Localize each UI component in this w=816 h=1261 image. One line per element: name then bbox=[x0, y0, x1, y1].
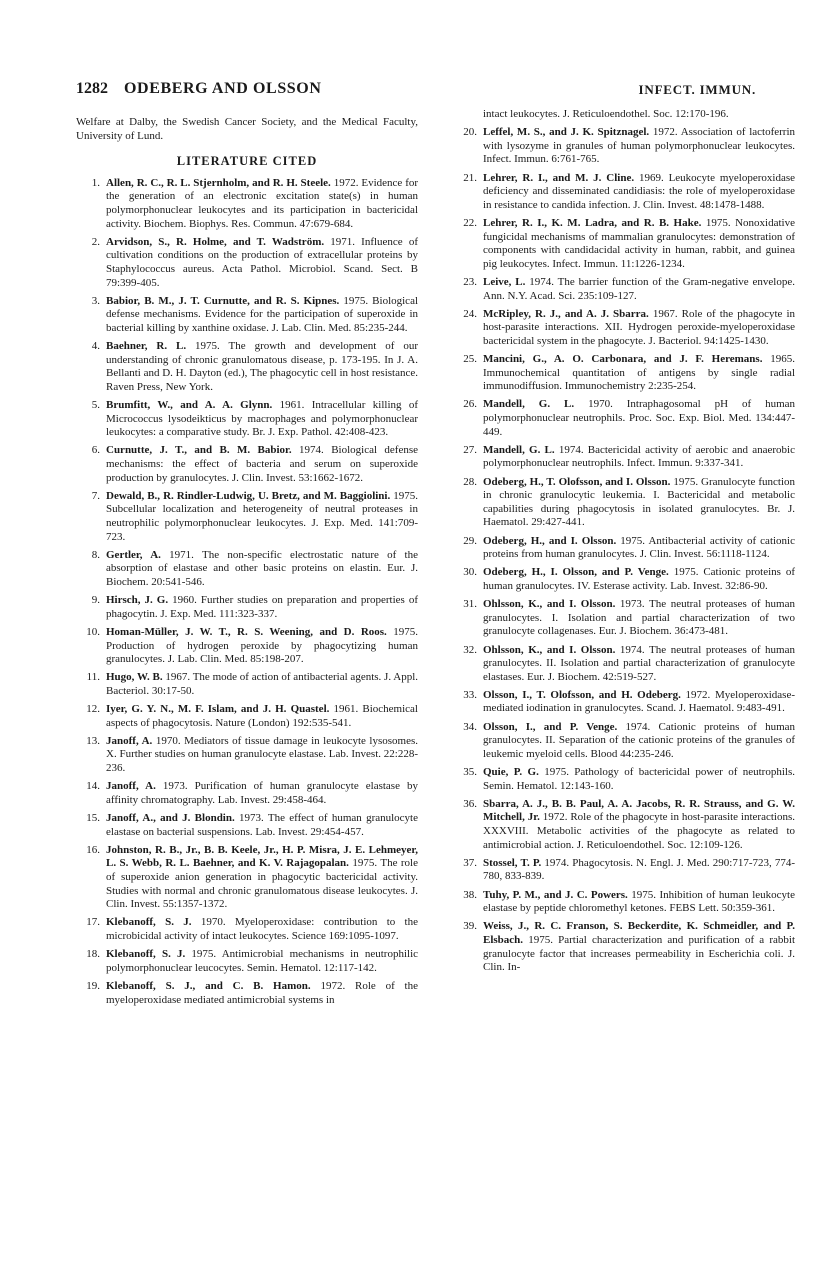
reference-item bbox=[76, 948, 418, 975]
reference-number: 19. bbox=[86, 979, 100, 992]
reference-authors: Odeberg, H., and I. Olsson. bbox=[483, 534, 617, 547]
reference-details: 1971. Influence of cultivation conditions on the production of extracellular proteins by Staphylococcus aureus. Acta Pathol. Microbiol. Scand. Sect. B 79:399-405. bbox=[106, 235, 418, 289]
reference-item bbox=[76, 626, 418, 667]
reference-authors: Mandell, G. L. bbox=[483, 443, 555, 456]
reference-item bbox=[453, 353, 795, 394]
reference-number: 16. bbox=[86, 843, 100, 856]
reference-authors: Lehrer, R. I., K. M. Ladra, and R. B. Hake. bbox=[483, 216, 702, 229]
reference-number: 20. bbox=[463, 126, 477, 139]
reference-details: 1961. Intracellular killing of Micrococcus lysodeikticus by macrophages and polymorphonuclear leukocytes: a comparative study. Br. J. Exp. Pathol. 42:408-423. bbox=[106, 399, 419, 439]
page-header bbox=[76, 80, 756, 104]
reference-authors: Janoff, A., and J. Blondin. bbox=[106, 812, 235, 825]
reference-details: 1972. Role of the myeloperoxidase mediated antimicrobial systems in bbox=[106, 979, 418, 1006]
reference-list-right bbox=[453, 126, 795, 975]
reference-item bbox=[453, 566, 795, 593]
reference-details: 1961. Biochemical aspects of phagocytosis. Nature (London) 192:535-541. bbox=[106, 703, 418, 729]
reference-details: 1973. The neutral proteases of human granulocytes. I. Isolation and partial characterization of two granulocyte collagenases. Eur. J. Biochem. 36:473-481. bbox=[483, 598, 795, 638]
reference-number: 13. bbox=[86, 734, 100, 747]
reference-item bbox=[453, 598, 795, 639]
reference-item bbox=[453, 276, 795, 303]
reference-details: 1972. Myeloperoxidase-mediated iodination in granulocytes. Scand. J. Haematol. 9:483-491. bbox=[483, 688, 795, 715]
reference-number: 30. bbox=[463, 566, 477, 579]
reference-authors: Olsson, I., and P. Venge. bbox=[483, 720, 618, 733]
reference-number: 7. bbox=[91, 489, 100, 502]
reference-number: 35. bbox=[463, 766, 477, 779]
reference-authors: Curnutte, J. T., and B. M. Babior. bbox=[106, 444, 292, 457]
reference-item bbox=[453, 217, 795, 271]
reference-item bbox=[76, 594, 418, 621]
reference-number: 3. bbox=[91, 294, 100, 307]
reference-item bbox=[76, 340, 418, 394]
reference-number: 5. bbox=[91, 399, 100, 412]
reference-authors: Iyer, G. Y. N., M. F. Islam, and J. H. Quastel. bbox=[106, 703, 330, 716]
reference-authors: Ohlsson, K., and I. Olsson. bbox=[483, 598, 616, 611]
reference-number: 1. bbox=[91, 176, 100, 189]
reference-authors: Baehner, R. L. bbox=[106, 340, 187, 353]
reference-item bbox=[453, 535, 795, 562]
reference-details: 1965. Immunochemical quantitation of antigens by single radial immunodiffusion. Immunochemistry 2:235-254. bbox=[483, 353, 795, 393]
right-column bbox=[453, 108, 795, 979]
reference-details: 1971. The non-specific electrostatic nature of the absorption of elastase and other basic proteins on elastin. Eur. J. Biochem. 20:541-546. bbox=[106, 548, 418, 588]
reference-details: 1969. Leukocyte myeloperoxidase deficiency and disseminated candidiasis: the role of myeloperoxidase in resistance to candida infection. J. Clin. Invest. 48:1478-1488. bbox=[483, 171, 795, 211]
reference-number: 38. bbox=[463, 888, 477, 901]
reference-authors: Babior, B. M., J. T. Curnutte, and R. S. Kipnes. bbox=[106, 294, 340, 307]
reference-authors: Hugo, W. B. bbox=[106, 671, 163, 684]
reference-item bbox=[76, 490, 418, 544]
reference-number: 28. bbox=[463, 475, 477, 488]
reference-details: 1972. Evidence for the generation of an electronic excitation state(s) in human polymorphonuclear leukocytes and its participation in bactericidal activity. Biochem. Biophys. Res. Commun. 47:679-684. bbox=[106, 176, 419, 230]
reference-details: 1972. Role of the phagocyte in host-parasite interactions. XXXVIII. Metabolic activities of the phagocyte as related to antimicrobial action. J. Reticuloendothel. Soc. 12:109-126. bbox=[483, 811, 795, 851]
reference-details: 1974. Biological defense mechanisms: the effect of bacteria and serum on superoxide production by granulocytes. J. Clin. Invest. 53:1662-1672. bbox=[106, 444, 418, 484]
reference-details: 1975. Nonoxidative fungicidal mechanisms of mammalian granulocytes: demonstration of components with candidacidal activity in human, rabbit, and guinea pig leukocytes. Infect. Immun. 11:1226-1234. bbox=[483, 216, 795, 270]
reference-item bbox=[453, 126, 795, 167]
reference-item bbox=[76, 295, 418, 336]
reference-authors: Tuhy, P. M., and J. C. Powers. bbox=[483, 888, 628, 901]
reference-item bbox=[453, 721, 795, 762]
reference-number: 31. bbox=[463, 598, 477, 611]
reference-details: 1975. Cationic proteins of human granulocytes. IV. Esterase activity. Lab. Invest. 32:86-90. bbox=[483, 566, 796, 592]
reference-item bbox=[453, 398, 795, 439]
reference-details: 1974. The barrier function of the Gram-negative envelope. Ann. N.Y. Acad. Sci. 235:109-127. bbox=[483, 275, 795, 302]
reference-number: 10. bbox=[86, 625, 100, 638]
reference-authors: Arvidson, S., R. Holme, and T. Wadström. bbox=[106, 235, 325, 248]
reference-item bbox=[76, 236, 418, 290]
reference-details: 1974. Bactericidal activity of aerobic and anaerobic polymorphonuclear neutrophils. Infect. Immun. 9:337-341. bbox=[483, 443, 795, 470]
reference-number: 21. bbox=[463, 171, 477, 184]
reference-number: 24. bbox=[463, 307, 477, 320]
reference-authors: Hirsch, J. G. bbox=[106, 594, 169, 607]
reference-authors: Janoff, A. bbox=[106, 734, 153, 747]
reference-number: 2. bbox=[91, 235, 100, 248]
reference-number: 8. bbox=[91, 548, 100, 561]
reference-details: 1975. Production of hydrogen peroxide by phagocytizing human granulocytes. J. Lab. Clin. Med. 85:198-207. bbox=[106, 625, 419, 666]
reference-item bbox=[76, 812, 418, 839]
reference-details: 1975. The role of superoxide anion generation in phagocytic bactericidal activity. Studies with normal and chronic granulomatous disease leukocytes. J. Clin. Invest. 55:1357-1372. bbox=[106, 857, 418, 911]
reference-item bbox=[453, 798, 795, 852]
reference-number: 12. bbox=[86, 703, 100, 716]
reference-item bbox=[453, 920, 795, 974]
reference-item bbox=[76, 916, 418, 943]
reference-item bbox=[76, 980, 418, 1007]
reference-item bbox=[453, 308, 795, 349]
reference-number: 22. bbox=[463, 216, 477, 229]
reference-number: 36. bbox=[463, 797, 477, 810]
reference-item bbox=[76, 735, 418, 776]
reference-details: 1974. The neutral proteases of human granulocytes. II. Isolation and partial characterization of granulocyte elastases. Eur. J. Biochem. 42:519-527. bbox=[483, 643, 795, 683]
reference-item bbox=[76, 444, 418, 485]
reference-number: 34. bbox=[463, 720, 477, 733]
reference-number: 15. bbox=[86, 812, 100, 825]
reference-details: 1975. Granulocyte function in chronic granulocytic leukemia. I. Bactericidal and metabolic capabilities during phagocytosis in isolated granulocytes. Br. J. Haematol. 29:427-441. bbox=[483, 475, 795, 529]
reference-list-left bbox=[76, 177, 418, 1007]
reference-authors: Klebanoff, S. J. bbox=[106, 948, 186, 961]
reference-item bbox=[453, 889, 795, 916]
journal-name: INFECT. IMMUN. bbox=[638, 82, 756, 97]
reference-number: 17. bbox=[86, 916, 100, 929]
reference-authors: Quie, P. G. bbox=[483, 766, 539, 779]
reference-details: 1970. Myeloperoxidase: contribution to the microbicidal activity of intact leukocytes. Science 169:1095-1097. bbox=[106, 916, 418, 942]
reference-number: 23. bbox=[463, 275, 477, 288]
section-title: LITERATURE CITED bbox=[176, 154, 318, 169]
reference-item bbox=[453, 857, 795, 884]
reference-details: 1975. Antibacterial activity of cationic proteins from human granulocytes. J. Clin. Invest. 56:1118-1124. bbox=[483, 534, 795, 561]
reference-details: 1974. Cationic proteins of human granulocytes. II. Separation of the cationic proteins of the granules of leukemic myeloid cells. Blood 44:235-246. bbox=[483, 720, 796, 760]
reference-details: 1973. The effect of human granulocyte elastase on bacterial suspensions. Lab. Invest. 29:454-457. bbox=[106, 812, 418, 838]
reference-authors: Janoff, A. bbox=[106, 780, 156, 793]
reference-item bbox=[453, 644, 795, 685]
reference-item bbox=[453, 689, 795, 716]
reference-item bbox=[76, 703, 418, 730]
reference-details: 1975. Inhibition of human leukocyte elastase by peptide chloromethyl ketones. FEBS Lett. 50:359-361. bbox=[483, 888, 795, 915]
reference-item bbox=[76, 549, 418, 590]
reference-item bbox=[453, 766, 795, 793]
reference-authors: Gertler, A. bbox=[106, 548, 161, 561]
reference-number: 14. bbox=[86, 780, 100, 793]
reference-number: 37. bbox=[463, 856, 477, 869]
reference-authors: Mandell, G. L. bbox=[483, 398, 575, 411]
reference-details: 1970. Intraphagosomal pH of human polymorphonuclear neutrophils. Proc. Soc. Exp. Biol. Med. 134:447-449. bbox=[483, 398, 796, 438]
running-title: ODEBERG AND OLSSON bbox=[124, 80, 322, 97]
reference-details: 1975. The growth and development of our understanding of chronic granulomatous disease, p. 173-195. In J. A. Bellanti and D. H. Dayton (ed.), The phagocytic cell in host resistance. Raven Press, New York. bbox=[106, 340, 418, 393]
reference-continuation: intact leukocytes. J. Reticuloendothel. Soc. 12:170-196. bbox=[483, 108, 729, 120]
reference-authors: Odeberg, H., T. Olofsson, and I. Olsson. bbox=[483, 475, 671, 488]
reference-details: 1975. Partial characterization and purification of a rabbit granulocyte factor that increases permeability in Escherichia coli. J. Clin. In- bbox=[483, 933, 795, 974]
reference-authors: Homan-Müller, J. W. T., R. S. Weening, and D. Roos. bbox=[106, 625, 387, 638]
reference-item bbox=[453, 172, 795, 213]
reference-authors: Johnston, R. B., Jr., B. B. Keele, Jr., H. P. Misra, J. E. Lehmeyer, L. S. Webb, R. L. Baehner, and K. V. Rajagopalan. bbox=[106, 843, 418, 870]
reference-authors: Ohlsson, K., and I. Olsson. bbox=[483, 643, 616, 656]
reference-details: 1960. Further studies on preparation and properties of phagocytin. J. Exp. Med. 111:323-337. bbox=[106, 594, 418, 620]
reference-details: 1975. Biological defense mechanisms. Evidence for the participation of superoxide in bacterial killing by xanthine oxidase. J. Lab. Clin. Med. 85:235-244. bbox=[106, 294, 419, 334]
reference-authors: Odeberg, H., I. Olsson, and P. Venge. bbox=[483, 566, 669, 579]
reference-item bbox=[453, 476, 795, 530]
reference-details: 1972. Association of lactoferrin with lysozyme in granules of human polymorphonuclear leukocytes. Infect. Immun. 6:761-765. bbox=[483, 126, 795, 166]
reference-authors: Brumfitt, W., and A. A. Glynn. bbox=[106, 399, 273, 412]
reference-details: 1973. Purification of human granulocyte elastase by affinity chromatography. Lab. Invest. 29:458-464. bbox=[106, 780, 419, 806]
reference-authors: Lehrer, R. I., and M. J. Cline. bbox=[483, 171, 635, 184]
reference-authors: Stossel, T. P. bbox=[483, 856, 542, 869]
reference-number: 33. bbox=[463, 688, 477, 701]
reference-details: 1970. Mediators of tissue damage in leukocyte lysosomes. X. Further studies on human granulocyte elastase. Lab. Invest. 22:228-236. bbox=[106, 734, 419, 775]
reference-details: 1967. Role of the phagocyte in host-parasite interactions. XII. Hydrogen peroxide-myeloperoxidase bactericidal system in the phagocyte. J. Bacteriol. 94:1425-1430. bbox=[483, 307, 796, 347]
reference-authors: Mancini, G., A. O. Carbonara, and J. F. Heremans. bbox=[483, 353, 763, 366]
reference-authors: McRipley, R. J., and A. J. Sbarra. bbox=[483, 307, 649, 320]
acknowledgment: Welfare at Dalby, the Swedish Cancer Society, and the Medical Faculty, University of Lund. bbox=[76, 116, 418, 142]
reference-authors: Klebanoff, S. J., and C. B. Hamon. bbox=[106, 979, 311, 992]
reference-authors: Allen, R. C., R. L. Stjernholm, and R. H. Steele. bbox=[106, 176, 331, 189]
reference-details: 1975. Pathology of bactericidal power of neutrophils. Semin. Hematol. 12:143-160. bbox=[483, 766, 795, 792]
reference-item bbox=[76, 844, 418, 912]
reference-authors: Dewald, B., R. Rindler-Ludwig, U. Bretz, and M. Baggiolini. bbox=[106, 489, 391, 502]
page-number: 1282 bbox=[76, 80, 108, 97]
reference-number: 9. bbox=[91, 594, 100, 607]
reference-number: 39. bbox=[463, 920, 477, 933]
reference-number: 29. bbox=[463, 534, 477, 547]
reference-item bbox=[453, 444, 795, 471]
reference-details: 1975. Antimicrobial mechanisms in neutrophilic polymorphonuclear leucocytes. Semin. Hematol. 12:117-142. bbox=[106, 948, 419, 974]
reference-number: 11. bbox=[86, 671, 100, 684]
reference-item bbox=[76, 780, 418, 807]
reference-details: 1967. The mode of action of antibacterial agents. J. Appl. Bacteriol. 30:17-50. bbox=[106, 671, 419, 697]
reference-number: 26. bbox=[463, 398, 477, 411]
reference-number: 18. bbox=[86, 948, 100, 961]
reference-authors: Klebanoff, S. J. bbox=[106, 916, 192, 929]
reference-item bbox=[76, 177, 418, 231]
reference-authors: Leive, L. bbox=[483, 275, 526, 288]
reference-details: 1974. Phagocytosis. N. Engl. J. Med. 290:717-723, 774-780, 833-839. bbox=[483, 856, 795, 883]
reference-number: 6. bbox=[91, 444, 100, 457]
reference-authors: Olsson, I., T. Olofsson, and H. Odeberg. bbox=[483, 688, 681, 701]
reference-authors: Leffel, M. S., and J. K. Spitznagel. bbox=[483, 126, 650, 139]
reference-number: 32. bbox=[463, 643, 477, 656]
reference-details: 1975. Subcellular localization and heterogeneity of neutral proteases in neutrophilic polymorphonuclear leukocytes. J. Exp. Med. 141:709-723. bbox=[106, 489, 419, 543]
reference-item bbox=[76, 399, 418, 440]
reference-item bbox=[76, 671, 418, 698]
reference-number: 25. bbox=[463, 353, 477, 366]
reference-number: 4. bbox=[91, 340, 100, 353]
left-column bbox=[76, 108, 418, 1012]
reference-authors: Sbarra, A. J., B. B. Paul, A. A. Jacobs, R. R. Strauss, and G. W. Mitchell, Jr. bbox=[483, 797, 795, 824]
reference-authors: Weiss, J., R. C. Franson, S. Beckerdite, K. Schmeidler, and P. Elsbach. bbox=[483, 920, 795, 946]
reference-number: 27. bbox=[463, 443, 477, 456]
